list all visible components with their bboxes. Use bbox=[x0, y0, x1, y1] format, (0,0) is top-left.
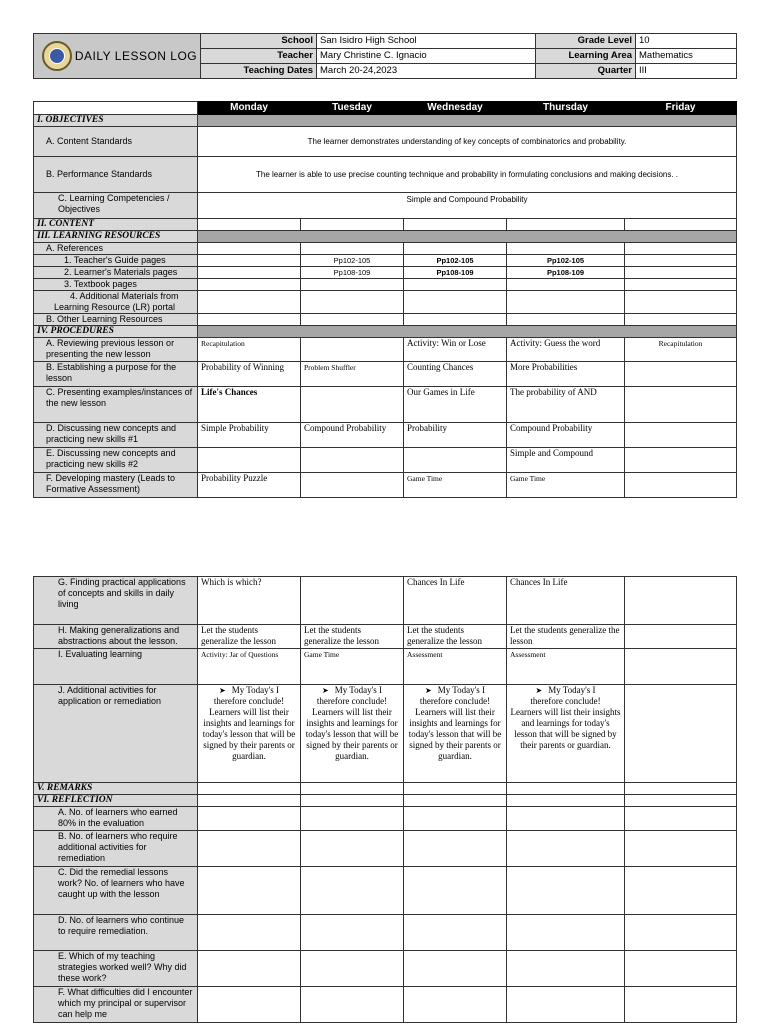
proc-b-monday: Probability of Winning bbox=[198, 362, 301, 387]
tg-label: 1. Teacher's Guide pages bbox=[34, 255, 198, 267]
logo-title-cell bbox=[34, 34, 201, 79]
proc-i-thursday: Assessment bbox=[507, 649, 625, 685]
lm-thursday: Pp108-109 bbox=[507, 267, 625, 279]
proc-d-thursday: Compound Probability bbox=[507, 423, 625, 448]
other-resources-label: B. Other Learning Resources bbox=[34, 314, 198, 326]
proc-g-thursday: Chances In Life bbox=[507, 577, 625, 625]
reflection-e-label: E. Which of my teaching strategies worked well? Why did these work? bbox=[34, 951, 198, 987]
proc-d-monday: Simple Probability bbox=[198, 423, 301, 448]
proc-d-tuesday: Compound Probability bbox=[301, 423, 404, 448]
corner-cell bbox=[34, 102, 198, 115]
proc-f-monday: Probability Puzzle bbox=[198, 473, 301, 498]
proc-d-label: D. Discussing new concepts and practicing new skills #1 bbox=[34, 423, 198, 448]
proc-f-label: F. Developing mastery (Leads to Formative Assessment) bbox=[34, 473, 198, 498]
section-procedures: IV. PROCEDURES bbox=[34, 326, 198, 338]
proc-b-thursday: More Probabilities bbox=[507, 362, 625, 387]
grade-label: Grade Level bbox=[536, 34, 636, 49]
proc-d-wednesday: Probability bbox=[404, 423, 507, 448]
proc-g-wednesday: Chances In Life bbox=[404, 577, 507, 625]
proc-h-label: H. Making generalizations and abstractions about the lesson. bbox=[34, 625, 198, 649]
proc-c-wednesday: Our Games in Life bbox=[404, 387, 507, 423]
proc-j-monday: ➤ My Today's I therefore conclude! Learners will list their insights and learnings for today's lesson that will be signed by their parents or guardian. bbox=[198, 685, 301, 783]
additional-materials-label: 4. Additional Materials from Learning Resource (LR) portal bbox=[34, 291, 198, 314]
grade-value: 10 bbox=[636, 34, 737, 49]
proc-c-label: C. Presenting examples/instances of the new lesson bbox=[34, 387, 198, 423]
deped-seal-icon bbox=[42, 41, 72, 71]
lm-label: 2. Learner's Materials pages bbox=[34, 267, 198, 279]
proc-g-monday: Which is which? bbox=[198, 577, 301, 625]
proc-j-thursday: ➤ My Today's I therefore conclude! Learners will list their insights and learnings for today's lesson that will be signed by their parents or guardian. bbox=[507, 685, 625, 783]
school-label: School bbox=[201, 34, 317, 49]
day-friday: Friday bbox=[625, 102, 737, 115]
proc-e-thursday: Simple and Compound bbox=[507, 448, 625, 473]
proc-a-friday: Recapitulation bbox=[625, 338, 737, 362]
competencies: Simple and Compound Probability bbox=[198, 193, 737, 219]
dates-value: March 20-24,2023 bbox=[317, 64, 536, 79]
tg-thursday: Pp102-105 bbox=[507, 255, 625, 267]
proc-j-wednesday: ➤ My Today's I therefore conclude! Learners will list their insights and learnings for today's lesson that will be signed by their parents or guardian. bbox=[404, 685, 507, 783]
competencies-label: C. Learning Competencies / Objectives bbox=[34, 193, 198, 219]
header-table bbox=[33, 33, 737, 79]
section-resources: III. LEARNING RESOURCES bbox=[34, 231, 198, 243]
quarter-value: III bbox=[636, 64, 737, 79]
lesson-grid-page-2 bbox=[33, 576, 737, 1023]
proc-a-monday: Recapitulation bbox=[198, 338, 301, 362]
proc-b-tuesday: Problem Shuffler bbox=[301, 362, 404, 387]
tg-tuesday: Pp102-105 bbox=[301, 255, 404, 267]
content-standards: The learner demonstrates understanding of key concepts of combinatorics and probability. bbox=[198, 127, 737, 157]
proc-c-monday: Life's Chances bbox=[198, 387, 301, 423]
proc-f-thursday: Game Time bbox=[507, 473, 625, 498]
proc-j-tuesday: ➤ My Today's I therefore conclude! Learners will list their insights and learnings for today's lesson that will be signed by their parents or guardian. bbox=[301, 685, 404, 783]
tg-wednesday: Pp102-105 bbox=[404, 255, 507, 267]
proc-j-label: J. Additional activities for application or remediation bbox=[34, 685, 198, 783]
proc-i-monday: Activity: Jar of Questions bbox=[198, 649, 301, 685]
proc-h-tuesday: Let the students generalize the lesson bbox=[301, 625, 404, 649]
document-title: DAILY LESSON LOG bbox=[74, 49, 198, 63]
performance-standards: The learner is able to use precise counting technique and probability in formulating conclusions and making decisions. . bbox=[198, 157, 737, 193]
teacher-label: Teacher bbox=[201, 49, 317, 64]
quarter-label: Quarter bbox=[536, 64, 636, 79]
proc-i-tuesday: Game Time bbox=[301, 649, 404, 685]
proc-a-thursday: Activity: Guess the word bbox=[507, 338, 625, 362]
proc-f-wednesday: Game Time bbox=[404, 473, 507, 498]
content-standards-label: A. Content Standards bbox=[34, 127, 198, 157]
lm-tuesday: Pp108-109 bbox=[301, 267, 404, 279]
day-monday: Monday bbox=[198, 102, 301, 115]
proc-a-wednesday: Activity: Win or Lose bbox=[404, 338, 507, 362]
proc-b-wednesday: Counting Chances bbox=[404, 362, 507, 387]
proc-h-thursday: Let the students generalize the lesson bbox=[507, 625, 625, 649]
proc-i-label: I. Evaluating learning bbox=[34, 649, 198, 685]
lesson-grid-page-1 bbox=[33, 101, 737, 498]
reflection-a-label: A. No. of learners who earned 80% in the evaluation bbox=[34, 807, 198, 831]
area-value: Mathematics bbox=[636, 49, 737, 64]
day-tuesday: Tuesday bbox=[301, 102, 404, 115]
performance-standards-label: B. Performance Standards bbox=[34, 157, 198, 193]
reflection-b-label: B. No. of learners who require additional activities for remediation bbox=[34, 831, 198, 867]
day-wednesday: Wednesday bbox=[404, 102, 507, 115]
proc-e-label: E. Discussing new concepts and practicing new skills #2 bbox=[34, 448, 198, 473]
section-objectives: I. OBJECTIVES bbox=[34, 115, 198, 127]
lm-wednesday: Pp108-109 bbox=[404, 267, 507, 279]
proc-g-label: G. Finding practical applications of concepts and skills in daily living bbox=[34, 577, 198, 625]
reflection-c-label: C. Did the remedial lessons work? No. of learners who have caught up with the lesson bbox=[34, 867, 198, 915]
section-content: II. CONTENT bbox=[34, 219, 198, 231]
reflection-f-label: F. What difficulties did I encounter which my principal or supervisor can help me bbox=[34, 987, 198, 1023]
section-reflection: VI. REFLECTION bbox=[34, 795, 198, 807]
section-remarks: V. REMARKS bbox=[34, 783, 198, 795]
reflection-d-label: D. No. of learners who continue to require remediation. bbox=[34, 915, 198, 951]
dates-label: Teaching Dates bbox=[201, 64, 317, 79]
proc-i-wednesday: Assessment bbox=[404, 649, 507, 685]
proc-h-monday: Let the students generalize the lesson bbox=[198, 625, 301, 649]
day-thursday: Thursday bbox=[507, 102, 625, 115]
proc-c-thursday: The probability of AND bbox=[507, 387, 625, 423]
proc-a-label: A. Reviewing previous lesson or presenting the new lesson bbox=[34, 338, 198, 362]
proc-b-label: B. Establishing a purpose for the lesson bbox=[34, 362, 198, 387]
teacher-value: Mary Christine C. Ignacio bbox=[317, 49, 536, 64]
school-value: San Isidro High School bbox=[317, 34, 536, 49]
area-label: Learning Area bbox=[536, 49, 636, 64]
references-label: A. References bbox=[34, 243, 198, 255]
proc-h-wednesday: Let the students generalize the lesson bbox=[404, 625, 507, 649]
textbook-label: 3. Textbook pages bbox=[34, 279, 198, 291]
